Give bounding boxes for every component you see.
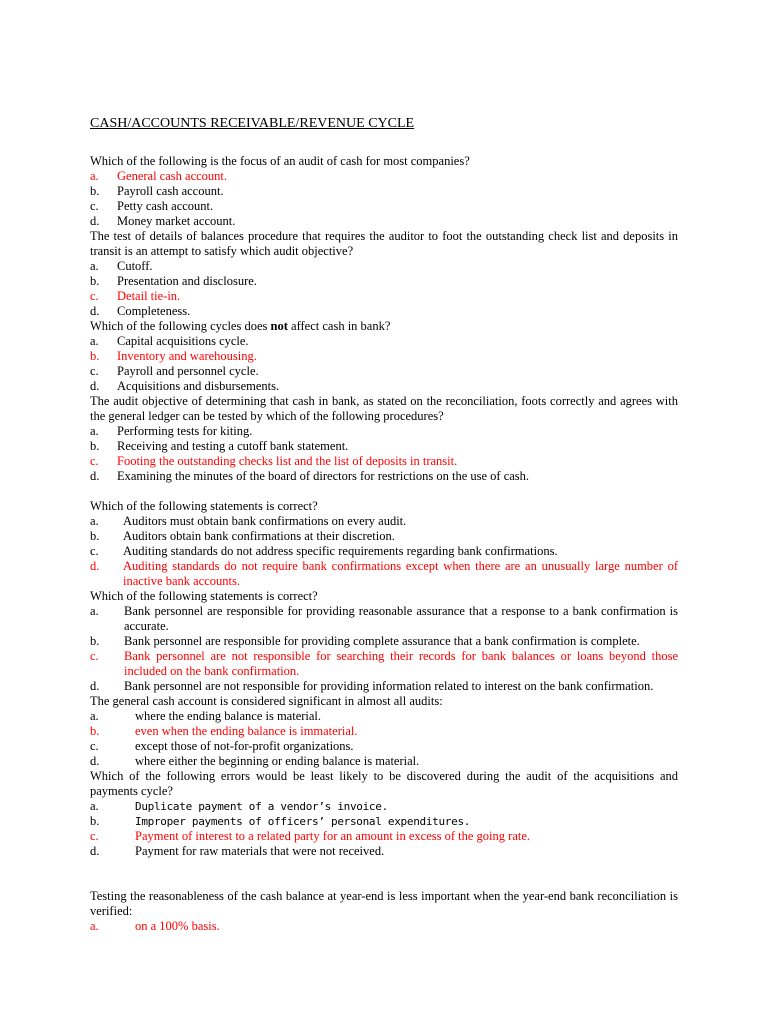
option-text: Auditing standards do not address specific requirements regarding bank confirmations.	[123, 544, 558, 558]
option-text: Auditing standards do not require bank confirmations except when there are an unusually large number of inactive bank accounts.	[123, 559, 678, 588]
question-9-text: Testing the reasonableness of the cash balance at year-end is less important when the year-end bank reconciliation is verified:	[90, 889, 678, 918]
question-4-option-d	[90, 469, 678, 484]
option-text: even when the ending balance is immaterial.	[135, 724, 358, 738]
option-text: where either the beginning or ending balance is material.	[135, 754, 420, 768]
option-letter: b.	[90, 529, 100, 543]
option-letter: b.	[90, 724, 100, 738]
option-text: Duplicate payment of a vendor’s invoice.	[135, 800, 388, 813]
option-text: Bank personnel are responsible for providing complete assurance that a bank confirmation is complete.	[124, 634, 640, 648]
option-text: Cutoff.	[117, 259, 153, 273]
option-text: except those of not-for-profit organizations.	[135, 739, 354, 753]
question-4-option-a	[90, 424, 678, 439]
spacer	[90, 859, 678, 889]
option-letter: a.	[90, 334, 99, 348]
question-2-option-d	[90, 304, 678, 319]
question-2-option-b	[90, 274, 678, 289]
question-8-option-d	[90, 844, 678, 859]
question-4-option-b	[90, 439, 678, 454]
question-7-option-b	[90, 724, 678, 739]
question-7-text: The general cash account is considered significant in almost all audits:	[90, 694, 443, 708]
question-7-option-a	[90, 709, 678, 724]
option-letter: a.	[90, 169, 99, 183]
option-text: Auditors obtain bank confirmations at their discretion.	[123, 529, 395, 543]
question-6-option-d	[90, 679, 678, 694]
question-3-option-c	[90, 364, 678, 379]
spacer	[90, 484, 678, 499]
option-letter: b.	[90, 184, 100, 198]
question-text-part: affect cash in bank?	[287, 319, 391, 333]
option-text: Detail tie-in.	[117, 289, 181, 303]
option-text: Bank personnel are responsible for providing reasonable assurance that a response to a bank confirmation is accurate.	[124, 604, 678, 633]
question-3-option-b	[90, 349, 678, 364]
question-3-option-a	[90, 334, 678, 349]
option-letter: c.	[90, 289, 99, 303]
question-3	[90, 319, 678, 394]
option-text: Payment of interest to a related party for an amount in excess of the going rate.	[135, 829, 531, 843]
option-letter: a.	[90, 919, 99, 933]
option-letter: b.	[90, 634, 100, 648]
option-letter: a.	[90, 514, 99, 528]
option-text: Acquisitions and disbursements.	[117, 379, 280, 393]
question-3-option-d	[90, 379, 678, 394]
option-letter: c.	[90, 829, 99, 843]
option-letter: a.	[90, 424, 99, 438]
question-6-option-b	[90, 634, 678, 649]
option-letter: d.	[90, 214, 100, 228]
question-9-option-a	[90, 919, 678, 934]
question-7-option-c	[90, 739, 678, 754]
option-letter: c.	[90, 454, 99, 468]
question-6-option-c	[90, 649, 678, 679]
option-letter: d.	[90, 379, 100, 393]
question-1-option-d	[90, 214, 678, 229]
option-text: on a 100% basis.	[135, 919, 220, 933]
option-letter: c.	[90, 739, 99, 753]
question-6-option-a	[90, 604, 678, 634]
option-letter: a.	[90, 604, 99, 618]
option-text: Footing the outstanding checks list and the list of deposits in transit.	[117, 454, 458, 468]
question-1-text: Which of the following is the focus of an audit of cash for most companies?	[90, 154, 470, 168]
question-7	[90, 694, 678, 769]
question-8-text: Which of the following errors would be least likely to be discovered during the audit of the acquisitions and payments cycle?	[90, 769, 678, 798]
option-text: Petty cash account.	[117, 199, 214, 213]
option-letter: c.	[90, 364, 99, 378]
option-text: Bank personnel are not responsible for providing information related to interest on the bank confirmation.	[124, 679, 654, 693]
option-text: Payment for raw materials that were not received.	[135, 844, 385, 858]
question-1-option-a	[90, 169, 678, 184]
question-6	[90, 589, 678, 694]
question-9	[90, 889, 678, 934]
option-letter: c.	[90, 199, 99, 213]
option-letter: b.	[90, 439, 100, 453]
question-4	[90, 394, 678, 484]
question-8-option-a	[90, 799, 678, 814]
option-text: Payroll and personnel cycle.	[117, 364, 259, 378]
question-8	[90, 769, 678, 859]
option-letter: b.	[90, 349, 100, 363]
question-8-option-c	[90, 829, 678, 844]
question-5-option-d	[90, 559, 678, 589]
option-text: where the ending balance is material.	[135, 709, 322, 723]
question-4-option-c	[90, 454, 678, 469]
question-4-text: The audit objective of determining that cash in bank, as stated on the reconciliation, foots correctly and agrees with the general ledger can be tested by which of the following procedures?	[90, 394, 678, 423]
question-5	[90, 499, 678, 589]
option-text: General cash account.	[117, 169, 228, 183]
option-letter: a.	[90, 799, 99, 813]
question-7-option-d	[90, 754, 678, 769]
option-text: Presentation and disclosure.	[117, 274, 257, 288]
question-3-text	[90, 319, 678, 334]
question-2-option-c	[90, 289, 678, 304]
question-3-bold-word: not	[270, 319, 288, 333]
question-text-part: Which of the following cycles does	[90, 319, 271, 333]
option-text: Capital acquisitions cycle.	[117, 334, 249, 348]
question-1	[90, 154, 678, 229]
option-letter: a.	[90, 709, 99, 723]
option-letter: b.	[90, 274, 100, 288]
option-letter: c.	[90, 649, 99, 663]
option-letter: d.	[90, 304, 100, 318]
question-5-option-a	[90, 514, 678, 529]
option-text: Payroll cash account.	[117, 184, 224, 198]
question-5-option-b	[90, 529, 678, 544]
question-5-option-c	[90, 544, 678, 559]
option-letter: d.	[90, 679, 100, 693]
option-letter: d.	[90, 469, 100, 483]
option-letter: a.	[90, 259, 99, 273]
question-1-option-b	[90, 184, 678, 199]
question-8-option-b	[90, 814, 678, 829]
option-letter: c.	[90, 544, 99, 558]
option-letter: d.	[90, 754, 100, 768]
option-text: Completeness.	[117, 304, 191, 318]
option-text: Money market account.	[117, 214, 236, 228]
option-text: Performing tests for kiting.	[117, 424, 253, 438]
option-text: Receiving and testing a cutoff bank statement.	[117, 439, 349, 453]
question-2-option-a	[90, 259, 678, 274]
option-text: Auditors must obtain bank confirmations on every audit.	[123, 514, 407, 528]
option-letter: d.	[90, 844, 100, 858]
question-2	[90, 229, 678, 319]
question-2-text: The test of details of balances procedure that requires the auditor to foot the outstanding check list and deposits in transit is an attempt to satisfy which audit objective?	[90, 229, 678, 258]
option-text: Improper payments of officers’ personal expenditures.	[135, 815, 471, 828]
option-letter: b.	[90, 814, 100, 828]
question-5-text: Which of the following statements is correct?	[90, 499, 318, 513]
option-text: Bank personnel are not responsible for searching their records for bank balances or loans beyond those included on the bank confirmation.	[124, 649, 678, 678]
question-6-text: Which of the following statements is correct?	[90, 589, 318, 603]
question-1-option-c	[90, 199, 678, 214]
option-text: Inventory and warehousing.	[117, 349, 257, 363]
document-title: CASH/ACCOUNTS RECEIVABLE/REVENUE CYCLE	[90, 116, 415, 131]
option-text: Examining the minutes of the board of directors for restrictions on the use of cash.	[117, 469, 530, 483]
option-letter: d.	[90, 559, 100, 573]
